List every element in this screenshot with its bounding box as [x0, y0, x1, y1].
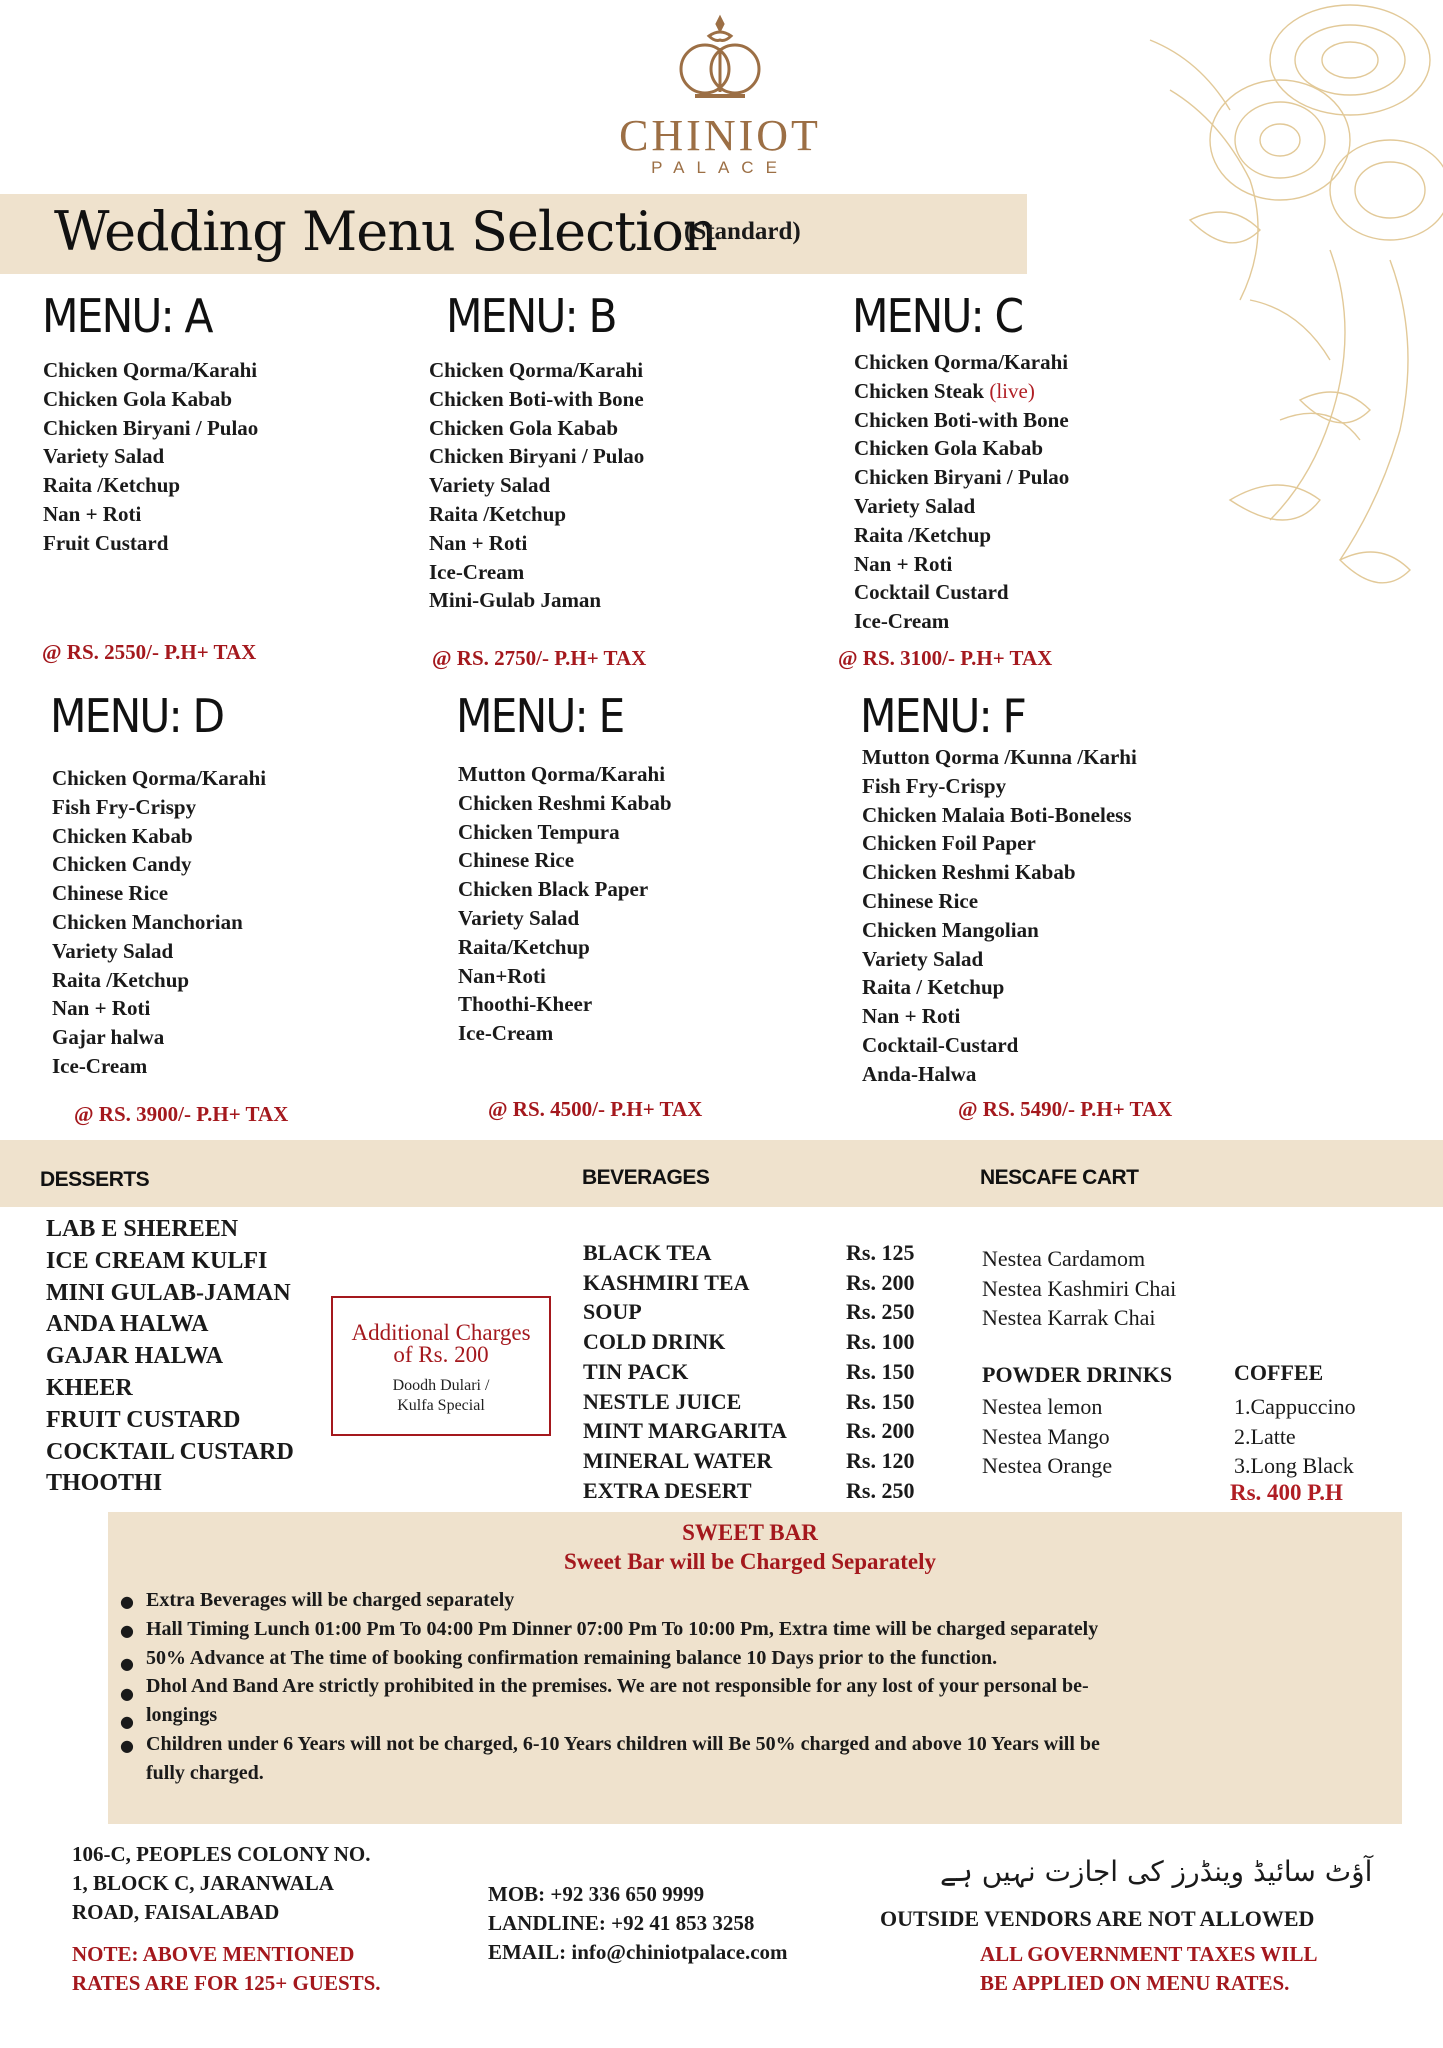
menu-c-title: MENU: C: [852, 289, 1023, 343]
list-item: Nestea Mango: [982, 1423, 1110, 1449]
list-item: Chicken Candy: [52, 852, 192, 877]
menu-b-title: MENU: B: [446, 289, 616, 343]
list-item: Raita /Ketchup: [429, 501, 567, 526]
contact-mobile: MOB: +92 336 650 9999: [488, 1882, 705, 1906]
desserts-list: [46, 1214, 294, 1500]
list-item: Variety Salad: [862, 946, 984, 971]
beverage-name: MINT MARGARITA: [583, 1418, 787, 1444]
list-item: Chicken Black Paper: [458, 877, 649, 902]
note-line: NOTE: ABOVE MENTIONED: [72, 1942, 355, 1966]
crown-logo-icon: [665, 14, 775, 104]
list-item: COCKTAIL CUSTARD: [46, 1438, 294, 1465]
beverage-price: Rs. 125: [846, 1240, 915, 1265]
taxes-line: ALL GOVERNMENT TAXES WILL: [980, 1942, 1318, 1966]
contact-info: [488, 1880, 788, 1967]
contact-email: EMAIL: info@chiniotpalace.com: [488, 1940, 788, 1964]
menu-f-price: @ RS. 5490/- P.H+ TAX: [958, 1097, 1173, 1121]
address-line: 1, BLOCK C, JARANWALA: [72, 1871, 334, 1895]
additional-charges-box: [331, 1296, 551, 1436]
coffee-heading: COFFEE: [1234, 1360, 1324, 1385]
list-item: Chicken Gola Kabab: [43, 386, 233, 411]
list-item: Nestea Orange: [982, 1453, 1113, 1478]
note-item: longings: [146, 1704, 218, 1727]
list-item: Nan+Roti: [458, 963, 546, 988]
list-item: Chicken Kabab: [52, 823, 193, 848]
list-item: FRUIT CUSTARD: [46, 1406, 241, 1433]
bullet-icon: ●: [120, 1736, 134, 1755]
note-line: RATES ARE FOR 125+ GUESTS.: [72, 1971, 381, 1995]
contact-landline: LANDLINE: +92 41 853 3258: [488, 1911, 755, 1935]
list-item: Nan + Roti: [854, 551, 953, 576]
list-item: Nestea lemon: [982, 1394, 1103, 1419]
menu-c-list: [854, 348, 1069, 636]
menu-a-title: MENU: A: [42, 289, 212, 343]
menu-a-list: [43, 356, 258, 558]
list-item: Ice-Cream: [854, 609, 950, 634]
list-item: Ice-Cream: [429, 559, 525, 584]
list-item: LAB E SHEREEN: [46, 1216, 239, 1242]
taxes-line: BE APPLIED ON MENU RATES.: [980, 1971, 1290, 1995]
list-item: Chicken Reshmi Kabab: [458, 790, 672, 815]
bullet-icon: ●: [120, 1684, 134, 1703]
list-item: Chicken Qorma/Karahi: [52, 766, 267, 790]
list-item: Variety Salad: [52, 938, 174, 963]
brand-sub: PALACE: [651, 158, 789, 177]
charges-line1: Additional Charges: [351, 1320, 531, 1345]
note-item: Extra Beverages will be charged separately: [146, 1589, 515, 1611]
bullet-icon: ●: [120, 1654, 134, 1673]
list-item: Chicken Qorma/Karahi: [43, 358, 258, 382]
list-item: Fish Fry-Crispy: [862, 773, 1007, 798]
beverages-names: [583, 1238, 787, 1505]
list-item: Fruit Custard: [43, 530, 169, 555]
list-item: Nestea Karrak Chai: [982, 1305, 1156, 1330]
note-item: 50% Advance at The time of booking confirmation remaining balance 10 Days prior to the function.: [146, 1646, 998, 1669]
beverage-price: Rs. 150: [846, 1358, 915, 1384]
list-item: Cocktail-Custard: [862, 1032, 1019, 1057]
beverage-name: NESTLE JUICE: [583, 1388, 742, 1414]
list-item: Raita /Ketchup: [52, 967, 190, 992]
list-item: Variety Salad: [429, 473, 551, 498]
taxes-note: [980, 1940, 1317, 1998]
list-item: Mutton Qorma/Karahi: [458, 762, 666, 786]
list-item: Chicken Gola Kabab: [854, 436, 1044, 461]
beverages-heading: BEVERAGES: [582, 1166, 710, 1189]
page-title: Wedding Menu Selection: [54, 200, 717, 263]
menu-f-list: [862, 743, 1137, 1089]
beverage-price: Rs. 200: [846, 1269, 915, 1295]
beverage-price: Rs. 150: [846, 1388, 915, 1414]
beverage-name: SOUP: [583, 1299, 642, 1325]
charges-line2: of Rs. 200: [393, 1342, 489, 1367]
note-item: Dhol And Band Are strictly prohibited in the premises. We are not responsible for any lost of your personal be-: [146, 1675, 1089, 1698]
menu-e-title: MENU: E: [456, 689, 624, 743]
list-item: Raita/Ketchup: [458, 934, 590, 959]
list-item: Chicken Biryani / Pulao: [854, 465, 1070, 490]
beverage-name: TIN PACK: [583, 1358, 689, 1384]
sweet-bar-title: SWEET BAR: [682, 1520, 818, 1545]
live-tag: (live): [989, 378, 1035, 403]
list-item: GAJAR HALWA: [46, 1343, 224, 1370]
list-item: Nan + Roti: [43, 501, 142, 526]
list-item: Chinese Rice: [862, 888, 979, 913]
list-item: Anda-Halwa: [862, 1061, 977, 1086]
list-item: Nan + Roti: [52, 996, 151, 1021]
list-item: Mini-Gulab Jaman: [429, 588, 602, 613]
list-item: Gajar halwa: [52, 1025, 165, 1050]
address-line: ROAD, FAISALABAD: [72, 1900, 280, 1924]
list-item: Chicken Biryani / Pulao: [429, 444, 645, 469]
list-item: Chicken Manchorian: [52, 909, 243, 934]
beverages-prices: [846, 1238, 914, 1505]
bullet-icon: ●: [120, 1712, 134, 1731]
list-item: Chicken Boti-with Bone: [429, 386, 644, 411]
nescafe-list: [982, 1244, 1176, 1333]
list-item: Mutton Qorma /Kunna /Karhi: [862, 745, 1137, 769]
menu-a-price: @ RS. 2550/- P.H+ TAX: [42, 640, 257, 664]
beverage-name: MINERAL WATER: [583, 1447, 773, 1473]
page-subtitle: (Standard): [684, 218, 801, 245]
list-item: Nestea Kashmiri Chai: [982, 1275, 1177, 1301]
list-item: 3.Long Black: [1234, 1453, 1354, 1478]
charges-line4: Kulfa Special: [397, 1397, 485, 1414]
list-item: Fish Fry-Crispy: [52, 794, 197, 819]
list-item: Nan + Roti: [429, 530, 528, 555]
list-item: Nestea Cardamom: [982, 1246, 1146, 1271]
beverage-price: Rs. 250: [846, 1299, 915, 1325]
note-item: Children under 6 Years will not be charged, 6-10 Years children will Be 50% charged and above 10 Years will be: [146, 1732, 1100, 1755]
list-item: Ice-Cream: [458, 1021, 554, 1046]
list-item: 1.Cappuccino: [1234, 1394, 1356, 1419]
powder-heading: POWDER DRINKS: [982, 1362, 1173, 1387]
list-item-text: Chicken Steak: [854, 378, 985, 403]
charges-line3: Doodh Dulari /: [392, 1377, 490, 1394]
list-item: Chicken Qorma/Karahi: [429, 358, 644, 382]
list-item: Raita /Ketchup: [854, 522, 992, 547]
address-line: 106-C, PEOPLES COLONY NO.: [72, 1842, 371, 1866]
beverage-name: KASHMIRI TEA: [583, 1269, 750, 1295]
beverage-name: COLD DRINK: [583, 1329, 726, 1355]
list-item: Thoothi-Kheer: [458, 992, 593, 1017]
extras-band: [0, 1140, 1443, 1207]
list-item: Chicken Tempura: [458, 819, 620, 844]
desserts-heading: DESSERTS: [40, 1168, 150, 1191]
list-item: Chicken Qorma/Karahi: [854, 350, 1069, 374]
bullet-icon: ●: [120, 1621, 134, 1640]
list-item: Variety Salad: [458, 905, 580, 930]
note-item: Hall Timing Lunch 01:00 Pm To 04:00 Pm Dinner 07:00 Pm To 10:00 Pm, Extra time will be charged separately: [146, 1617, 1099, 1640]
list-item: Chicken Boti-with Bone: [854, 407, 1069, 432]
list-item: Nan + Roti: [862, 1004, 961, 1029]
menu-b-price: @ RS. 2750/- P.H+ TAX: [432, 646, 647, 670]
urdu-vendors-note: آؤٹ سائیڈ وینڈرز کی اجازت نہیں ہے: [940, 1855, 1373, 1888]
list-item: MINI GULAB-JAMAN: [46, 1279, 291, 1306]
menu-f-title: MENU: F: [860, 689, 1026, 743]
vendors-note: OUTSIDE VENDORS ARE NOT ALLOWED: [880, 1906, 1315, 1931]
address: [72, 1840, 371, 1927]
menu-c-price: @ RS. 3100/- P.H+ TAX: [838, 646, 1053, 670]
bullet-icon: ●: [120, 1592, 134, 1611]
menu-b-list: [429, 356, 644, 615]
coffee-price: Rs. 400 P.H: [1230, 1480, 1343, 1505]
floral-decoration: [1130, 0, 1443, 680]
menu-d-title: MENU: D: [50, 689, 224, 743]
list-item: Chicken Gola Kabab: [429, 415, 619, 440]
menu-d-list: [52, 764, 266, 1081]
beverage-name: BLACK TEA: [583, 1240, 712, 1265]
list-item: Chicken Biryani / Pulao: [43, 415, 259, 440]
list-item: THOOTHI: [46, 1470, 163, 1497]
list-item: [854, 377, 1069, 406]
list-item: Chicken Foil Paper: [862, 831, 1036, 856]
beverage-price: Rs. 120: [846, 1447, 915, 1473]
list-item: Variety Salad: [43, 444, 165, 469]
beverage-price: Rs. 100: [846, 1329, 915, 1355]
list-item: Chinese Rice: [458, 848, 575, 873]
menu-e-list: [458, 760, 672, 1048]
brand-name: CHINIOT: [619, 111, 821, 160]
beverage-name: EXTRA DESERT: [583, 1477, 752, 1503]
list-item: Chicken Mangolian: [862, 917, 1039, 942]
logo: [600, 14, 840, 178]
list-item: ANDA HALWA: [46, 1311, 209, 1338]
list-item: Cocktail Custard: [854, 580, 1009, 605]
nescafe-heading: NESCAFE CART: [980, 1166, 1139, 1189]
note-item: fully charged.: [146, 1761, 264, 1784]
beverage-price: Rs. 250: [846, 1477, 915, 1503]
powder-list: [982, 1392, 1112, 1481]
list-item: Ice-Cream: [52, 1053, 148, 1078]
list-item: Chinese Rice: [52, 881, 169, 906]
list-item: 2.Latte: [1234, 1423, 1296, 1449]
coffee-list: [1234, 1392, 1356, 1481]
list-item: Raita / Ketchup: [862, 975, 1005, 1000]
guest-note: [72, 1940, 381, 1998]
list-item: Chicken Reshmi Kabab: [862, 860, 1076, 885]
list-item: Chicken Malaia Boti-Boneless: [862, 802, 1132, 827]
beverage-price: Rs. 200: [846, 1418, 915, 1444]
list-item: Raita /Ketchup: [43, 473, 181, 498]
menu-d-price: @ RS. 3900/- P.H+ TAX: [74, 1102, 289, 1126]
menu-e-price: @ RS. 4500/- P.H+ TAX: [488, 1097, 703, 1121]
list-item: Variety Salad: [854, 493, 976, 518]
list-item: KHEER: [46, 1374, 133, 1401]
sweet-bar-subtitle: Sweet Bar will be Charged Separately: [563, 1549, 936, 1574]
list-item: ICE CREAM KULFI: [46, 1247, 268, 1274]
